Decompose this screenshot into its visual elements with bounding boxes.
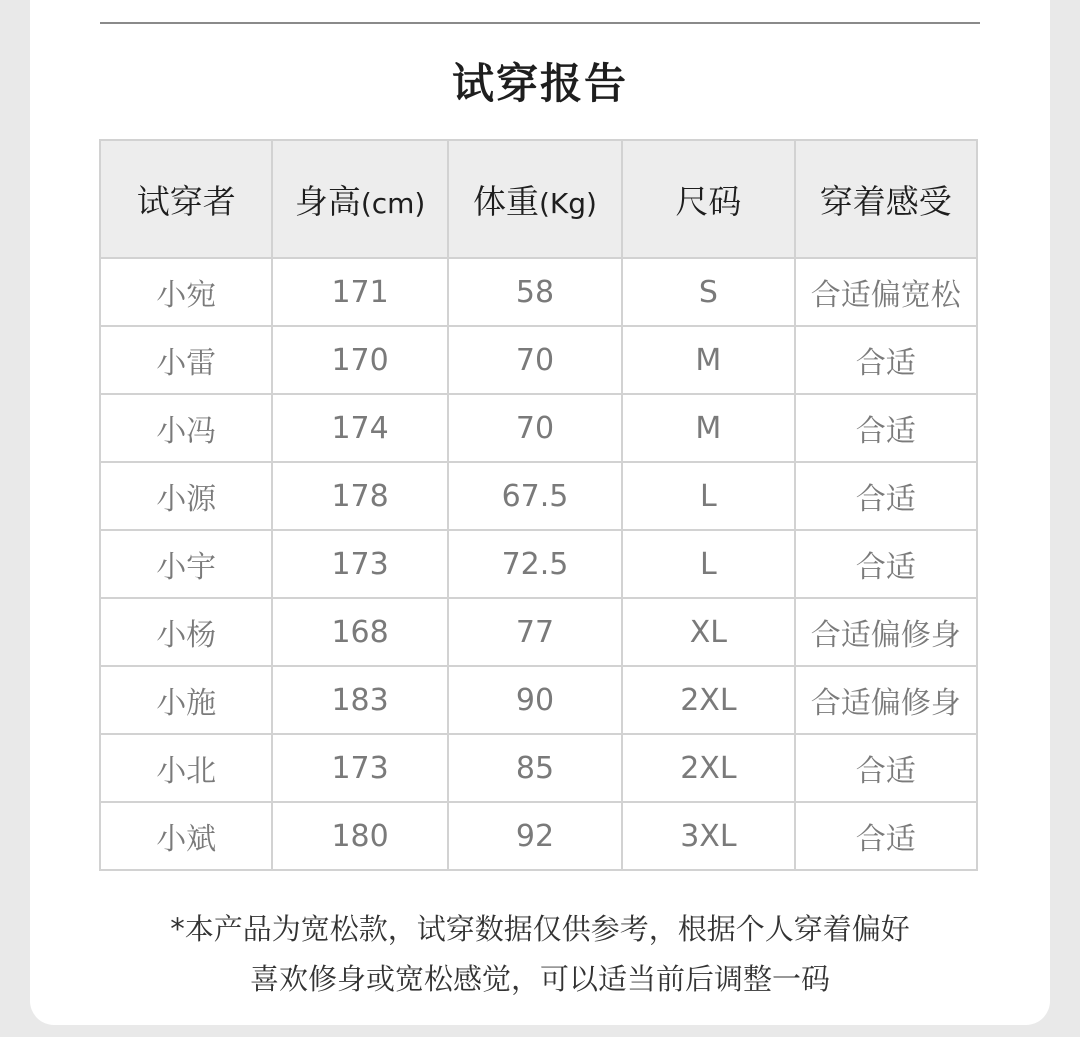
- fitting-report-table: [99, 139, 978, 871]
- cell-fit-feeling: 合适: [795, 802, 977, 870]
- cell-height: 173: [272, 530, 447, 598]
- cell-height: 168: [272, 598, 447, 666]
- cell-tester: 小杨: [100, 598, 272, 666]
- note-line-1: *本产品为宽松款，试穿数据仅供参考，根据个人穿着偏好: [170, 912, 910, 946]
- cell-size: S: [622, 258, 794, 326]
- table-row: [100, 802, 977, 870]
- header-unit: (Kg): [538, 186, 597, 220]
- cell-fit-feeling: 合适: [795, 394, 977, 462]
- cell-tester: 小雷: [100, 326, 272, 394]
- cell-size: L: [622, 530, 794, 598]
- header-weight: [448, 140, 622, 258]
- cell-size: 3XL: [622, 802, 794, 870]
- header-size: [622, 140, 794, 258]
- cell-height: 180: [272, 802, 447, 870]
- cell-weight: 70: [448, 394, 622, 462]
- table-row: [100, 598, 977, 666]
- cell-fit-feeling: 合适: [795, 530, 977, 598]
- cell-weight: 70: [448, 326, 622, 394]
- cell-tester: 小斌: [100, 802, 272, 870]
- cell-tester: 小施: [100, 666, 272, 734]
- cell-fit-feeling: 合适偏宽松: [795, 258, 977, 326]
- table-row: [100, 734, 977, 802]
- header-label: 体重: [472, 181, 539, 221]
- cell-weight: 67.5: [448, 462, 622, 530]
- header-label: 尺码: [675, 181, 742, 221]
- cell-size: L: [622, 462, 794, 530]
- cell-fit-feeling: 合适: [795, 734, 977, 802]
- cell-height: 171: [272, 258, 447, 326]
- cell-fit-feeling: 合适: [795, 462, 977, 530]
- table-row: [100, 258, 977, 326]
- cell-fit-feeling: 合适: [795, 326, 977, 394]
- cell-weight: 85: [448, 734, 622, 802]
- cell-tester: 小源: [100, 462, 272, 530]
- cell-height: 183: [272, 666, 447, 734]
- header-label: 试穿者: [136, 181, 236, 221]
- cell-tester: 小冯: [100, 394, 272, 462]
- cell-size: 2XL: [622, 734, 794, 802]
- cell-fit-feeling: 合适偏修身: [795, 598, 977, 666]
- header-label: 身高: [294, 181, 361, 221]
- header-tester: [100, 140, 272, 258]
- cell-size: M: [622, 326, 794, 394]
- table-body: [100, 258, 977, 870]
- table-row: [100, 666, 977, 734]
- cell-tester: 小北: [100, 734, 272, 802]
- cell-weight: 92: [448, 802, 622, 870]
- table-header-row: [100, 140, 977, 258]
- cell-size: XL: [622, 598, 794, 666]
- cell-height: 173: [272, 734, 447, 802]
- top-divider: [100, 22, 980, 24]
- table-row: [100, 462, 977, 530]
- header-unit: (cm): [360, 186, 426, 220]
- table-row: [100, 530, 977, 598]
- cell-tester: 小宛: [100, 258, 272, 326]
- header-label: 穿着感受: [819, 181, 952, 221]
- page-title: 试穿报告: [451, 59, 628, 108]
- cell-weight: 90: [448, 666, 622, 734]
- header-height: [272, 140, 447, 258]
- header-fit-feeling: [795, 140, 977, 258]
- table-row: [100, 326, 977, 394]
- disclaimer-note: [100, 904, 980, 1004]
- cell-size: 2XL: [622, 666, 794, 734]
- cell-tester: 小宇: [100, 530, 272, 598]
- cell-weight: 77: [448, 598, 622, 666]
- cell-height: 178: [272, 462, 447, 530]
- cell-fit-feeling: 合适偏修身: [795, 666, 977, 734]
- cell-height: 170: [272, 326, 447, 394]
- cell-size: M: [622, 394, 794, 462]
- note-line-2: 喜欢修身或宽松感觉，可以适当前后调整一码: [249, 962, 830, 996]
- table-row: [100, 394, 977, 462]
- cell-height: 174: [272, 394, 447, 462]
- cell-weight: 72.5: [448, 530, 622, 598]
- cell-weight: 58: [448, 258, 622, 326]
